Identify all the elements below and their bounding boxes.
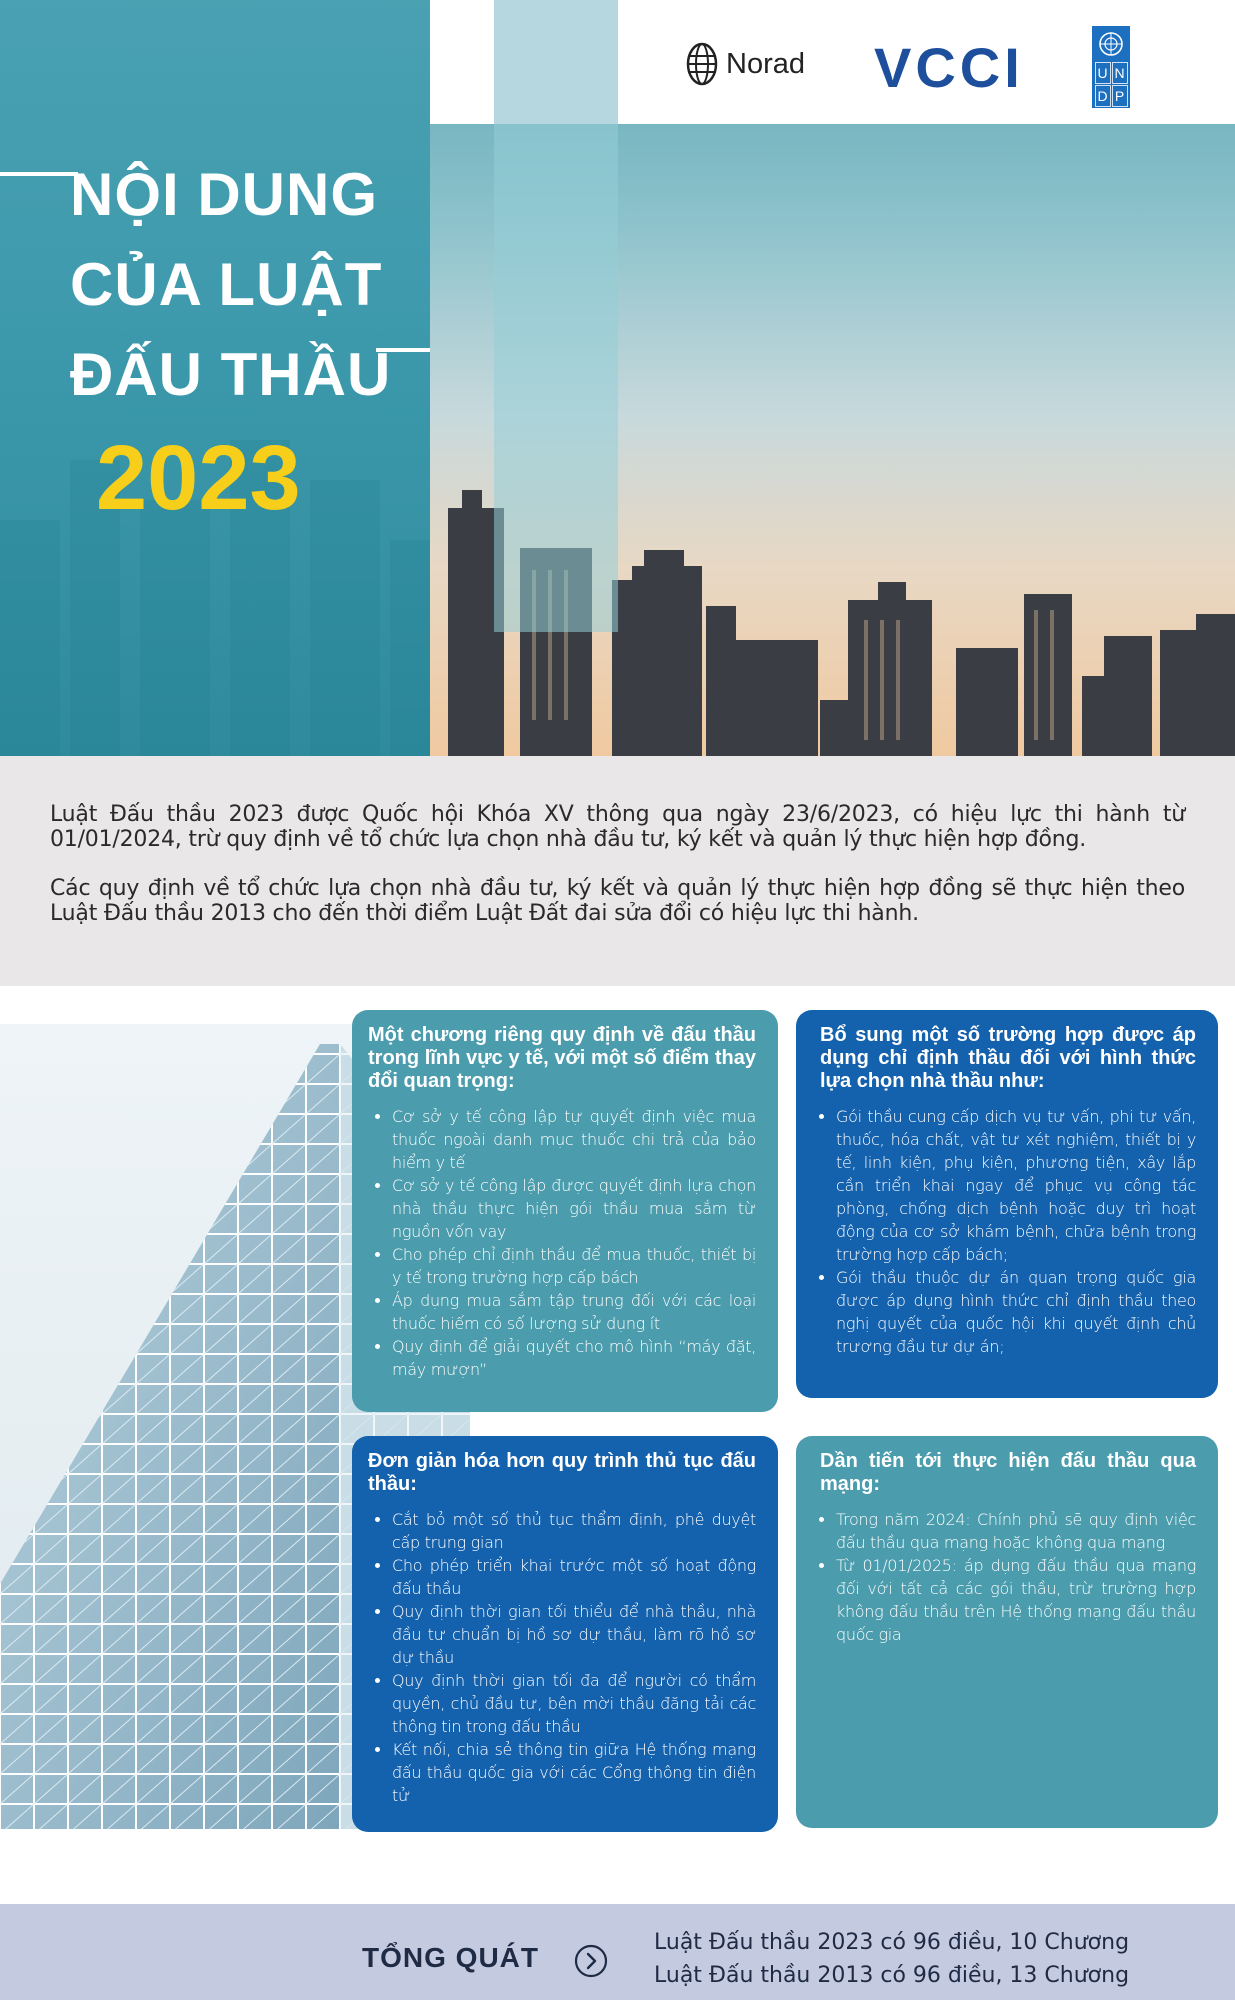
- norad-wordmark: Norad: [726, 47, 805, 80]
- hero-banner: [0, 0, 1235, 756]
- card-simplified-procedures: [352, 1436, 778, 1832]
- card-bullet-list: [368, 1508, 756, 1807]
- summary-label: TỔNG QUÁT: [362, 1942, 539, 1973]
- summary-footer: [0, 1904, 1235, 2000]
- intro-paragraph-1: Luật Đấu thầu 2023 được Quốc hội Khóa XV thông qua ngày 23/6/2023, có hiệu lực thi hành từ 01/01/2024, trừ quy định về tổ chức lựa chọn nhà đầu tư, ký kết và quản lý thực hiện hợp đồng.: [50, 802, 1185, 852]
- list-item: • Quy định thời gian tối đa để người có thẩm quyền, chủ đầu tư, bên mời thầu đăng tải các thông tin trong đấu thầu: [392, 1669, 756, 1738]
- list-item: • Cắt bỏ một số thủ tục thẩm định, phê duyệt cấp trung gian: [392, 1508, 756, 1554]
- card-bullet-list: [812, 1508, 1196, 1646]
- card-title: Dần tiến tới thực hiện đấu thầu qua mạng:: [820, 1450, 1196, 1495]
- card-bullet-list: [812, 1105, 1196, 1358]
- card-online-bidding: [796, 1436, 1218, 1828]
- list-item: • Trong năm 2024: Chính phủ sẽ quy định việc đấu thầu qua mạng hoặc không qua mạng: [836, 1508, 1196, 1554]
- title-line-1: NỘI DUNG: [70, 161, 378, 228]
- list-item: • Quy định thời gian tối thiểu để nhà thầu, nhà đầu tư chuẩn bị hồ sơ dự thầu, làm rõ hồ sơ dự thầu: [392, 1600, 756, 1669]
- title-year: 2023: [96, 427, 301, 529]
- list-item: • Gói thầu thuộc dự án quan trọng quốc gia được áp dụng hình thức chỉ định thầu theo nghị quyết của quốc hội khi quyết định chủ trương đầu tư dự án;: [836, 1266, 1196, 1358]
- list-item: • Cho phép triển khai trước một số hoạt động đấu thầu: [392, 1554, 756, 1600]
- title-decoration-line-left: [0, 172, 78, 176]
- title-line-3: ĐẤU THẦU: [70, 341, 392, 408]
- undp-letter: D: [1095, 85, 1111, 107]
- intro-paragraph-2: Các quy định về tổ chức lựa chọn nhà đầu tư, ký kết và quản lý thực hiện hợp đồng sẽ thực hiện theo Luật Đấu thầu 2013 cho đến thời điểm Luật Đất đai sửa đổi có hiệu lực thi hành.: [50, 876, 1185, 926]
- list-item: • Cho phép chỉ định thầu để mua thuốc, thiết bị y tế trong trường hợp cấp bách: [392, 1243, 756, 1289]
- intro-section: [0, 756, 1235, 986]
- undp-letter: P: [1112, 85, 1128, 107]
- card-bullet-list: [368, 1105, 756, 1381]
- summary-line-2023: Luật Đấu thầu 2023 có 96 điều, 10 Chương: [654, 1930, 1130, 1955]
- summary-lines: [654, 1926, 1129, 1992]
- card-direct-appointment: [796, 1010, 1218, 1398]
- vcci-logo: VCCI: [874, 36, 1024, 99]
- un-emblem-icon: [1095, 28, 1127, 60]
- list-item: • Áp dụng mua sắm tập trung đối với các loại thuốc hiếm có số lượng sử dụng ít: [392, 1289, 756, 1335]
- card-title: Bổ sung một số trường hợp được áp dụng chỉ định thầu đối với hình thức lựa chọn nhà thầu như:: [820, 1024, 1196, 1092]
- list-item: • Cơ sở y tế công lập tự quyết định việc mua thuốc ngoài danh mục thuốc chi trả của bảo hiểm y tế: [392, 1105, 756, 1174]
- undp-letters: [1095, 62, 1128, 107]
- card-title: Một chương riêng quy định về đấu thầu trong lĩnh vực y tế, với một số điểm thay đổi quan trọng:: [368, 1024, 756, 1092]
- top-light-strip: [494, 0, 618, 124]
- card-title: Đơn giản hóa hơn quy trình thủ tục đấu thầu:: [368, 1450, 756, 1495]
- norad-globe-icon: [686, 42, 718, 86]
- list-item: • Từ 01/01/2025: áp dụng đấu thầu qua mạng đối với tất cả các gói thầu, trừ trường hợp không đấu thầu trên Hệ thống mạng đấu thầu quốc gia: [836, 1554, 1196, 1646]
- list-item: • Cơ sở y tế công lập được quyết định lựa chọn nhà thầu thực hiện gói thầu mua sắm từ nguồn vốn vay: [392, 1174, 756, 1243]
- undp-letter: U: [1095, 62, 1111, 84]
- undp-letter: N: [1112, 62, 1128, 84]
- page-title: [70, 150, 391, 420]
- top-white-strip: [430, 0, 494, 124]
- list-item: • Gói thầu cung cấp dịch vụ tư vấn, phi tư vấn, thuốc, hóa chất, vật tư xét nghiệm, thiết bị y tế, linh kiện, phụ kiện, phương tiện, xây lắp cần triển khai ngay để phục vụ công tác phòng, chống dịch bệnh hoặc duy trì hoạt động của cơ sở khám bệnh, chữa bệnh trong trường hợp cấp bách;: [836, 1105, 1196, 1266]
- list-item: • Kết nối, chia sẻ thông tin giữa Hệ thống mạng đấu thầu quốc gia với các Cổng thông tin điện tử: [392, 1738, 756, 1807]
- undp-logo: [1092, 26, 1130, 108]
- card-health-procurement: [352, 1010, 778, 1412]
- list-item: • Quy định để giải quyết cho mô hình “máy đặt, máy mượn”: [392, 1335, 756, 1381]
- norad-logo: [686, 42, 805, 86]
- title-line-2: CỦA LUẬT: [70, 251, 383, 318]
- chevron-right-circle-icon: [574, 1944, 608, 1978]
- summary-line-2013: Luật Đấu thầu 2013 có 96 điều, 13 Chương: [654, 1963, 1130, 1988]
